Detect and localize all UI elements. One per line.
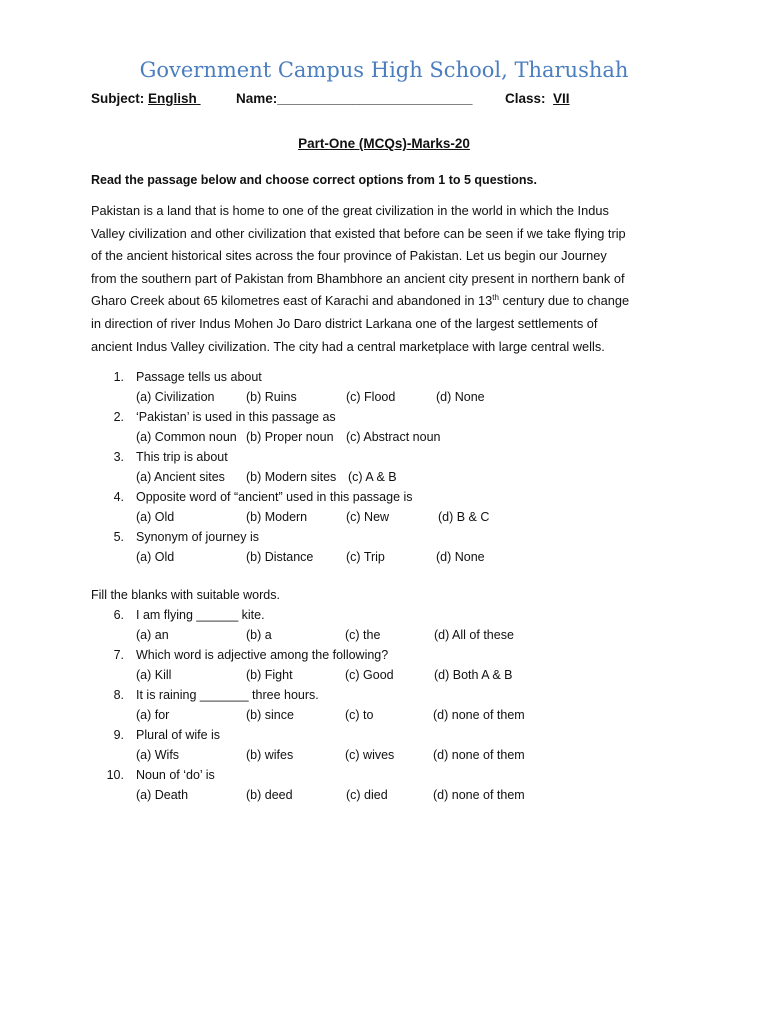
superscript-th: th: [492, 293, 499, 303]
part-title: Part-One (MCQs)-Marks-20: [298, 136, 470, 151]
answer-option: (a) Common noun: [136, 430, 237, 444]
answer-option: (a) Kill: [136, 668, 172, 682]
question-number: 4.: [113, 490, 124, 504]
answer-option: (b) Ruins: [246, 390, 297, 404]
answer-option: (d) B & C: [438, 510, 490, 524]
class-field: [505, 91, 570, 106]
passage-line: in direction of river Indus Mohen Jo Daro district Larkana one of the largest settlements of: [91, 315, 598, 331]
answer-option: (c) wives: [345, 748, 395, 762]
question-text: I am flying ______ kite.: [136, 608, 265, 622]
answer-option: (d) None: [436, 390, 485, 404]
subject-label: Subject:: [91, 91, 145, 106]
question-number: 7.: [113, 648, 124, 662]
question-number: 3.: [113, 450, 124, 464]
name-field: [236, 91, 472, 106]
answer-option: (c) Abstract noun: [346, 430, 441, 444]
answer-option: (a) for: [136, 708, 170, 722]
question-text: This trip is about: [136, 450, 228, 464]
answer-option: (b) since: [246, 708, 294, 722]
answer-option: (c) the: [345, 628, 381, 642]
question-text: Opposite word of “ancient” used in this passage is: [136, 490, 413, 504]
question-number: 9.: [113, 728, 124, 742]
answer-option: (a) an: [136, 628, 169, 642]
question-number: 5.: [113, 530, 124, 544]
instruction-text: Read the passage below and choose correct options from 1 to 5 questions.: [91, 173, 537, 187]
school-title: Government Campus High School, Tharushah: [139, 58, 629, 82]
answer-option: (c) to: [345, 708, 374, 722]
answer-option: (b) Modern: [246, 510, 308, 524]
question-text: Noun of ‘do’ is: [136, 768, 215, 782]
answer-option: (b) Proper noun: [246, 430, 334, 444]
answer-option: (c) Trip: [346, 550, 385, 564]
answer-option: (c) died: [346, 788, 388, 802]
passage-line: Valley civilization and other civilization that existed that before can be seen if we take flying trip: [91, 225, 626, 241]
answer-option: (d) none of them: [433, 748, 525, 762]
question-text: Plural of wife is: [136, 728, 221, 742]
answer-option: (d) None: [436, 550, 485, 564]
passage-line: Gharo Creek about 65 kilometres east of Karachi and abandoned in 13th century due to change: [91, 293, 630, 309]
answer-option: (a) Death: [136, 788, 189, 802]
answer-option: (d) none of them: [433, 788, 525, 802]
answer-option: (c) New: [346, 510, 390, 524]
passage-line: from the southern part of Pakistan from Bhambhore an ancient city present in northern bank of: [91, 270, 625, 286]
question-number: 10.: [106, 768, 124, 782]
answer-option: (a) Wifs: [136, 748, 180, 762]
passage-line: Pakistan is a land that is home to one of the great civilization in the world in which the Indus: [91, 203, 609, 218]
answer-option: (c) Flood: [346, 390, 396, 404]
answer-option: (b) Distance: [246, 550, 314, 564]
passage-line: of the ancient historical sites across the four province of Pakistan. Let us begin our Journey: [91, 248, 607, 264]
answer-option: (b) a: [246, 628, 272, 642]
question-text: Passage tells us about: [136, 370, 262, 384]
answer-option: (b) Modern sites: [246, 470, 337, 484]
passage-line: ancient Indus Valley civilization. The city had a central marketplace with large central wells.: [91, 338, 605, 354]
answer-option: (a) Old: [136, 510, 175, 524]
answer-option: (d) All of these: [434, 628, 514, 642]
class-label: Class:: [505, 91, 546, 106]
question-text: It is raining _______ three hours.: [136, 688, 319, 702]
question-number: 6.: [113, 608, 124, 622]
question-text: Which word is adjective among the following?: [136, 648, 389, 662]
answer-option: (a) Old: [136, 550, 175, 564]
question-number: 2.: [113, 410, 124, 424]
answer-option: (b) wifes: [246, 748, 294, 762]
answer-option: (a) Ancient sites: [136, 470, 225, 484]
answer-option: (a) Civilization: [136, 390, 215, 404]
fill-blanks-heading: Fill the blanks with suitable words.: [91, 588, 280, 602]
question-number: 1.: [113, 370, 124, 384]
passage: [91, 200, 691, 358]
class-value: VII: [553, 91, 570, 106]
subject-value: English: [148, 91, 197, 106]
question-text: Synonym of journey is: [136, 530, 259, 544]
name-label: Name:: [236, 91, 278, 106]
name-blank: __________________________: [277, 91, 473, 106]
subject-field: [91, 91, 201, 106]
answer-option: (b) deed: [246, 788, 293, 802]
answer-option: (c) A & B: [348, 470, 397, 484]
question-text: ‘Pakistan’ is used in this passage as: [136, 410, 336, 424]
answer-option: (d) Both A & B: [434, 668, 513, 682]
question-number: 8.: [113, 688, 124, 702]
answer-option: (c) Good: [345, 668, 394, 682]
answer-option: (b) Fight: [246, 668, 293, 682]
answer-option: (d) none of them: [433, 708, 525, 722]
